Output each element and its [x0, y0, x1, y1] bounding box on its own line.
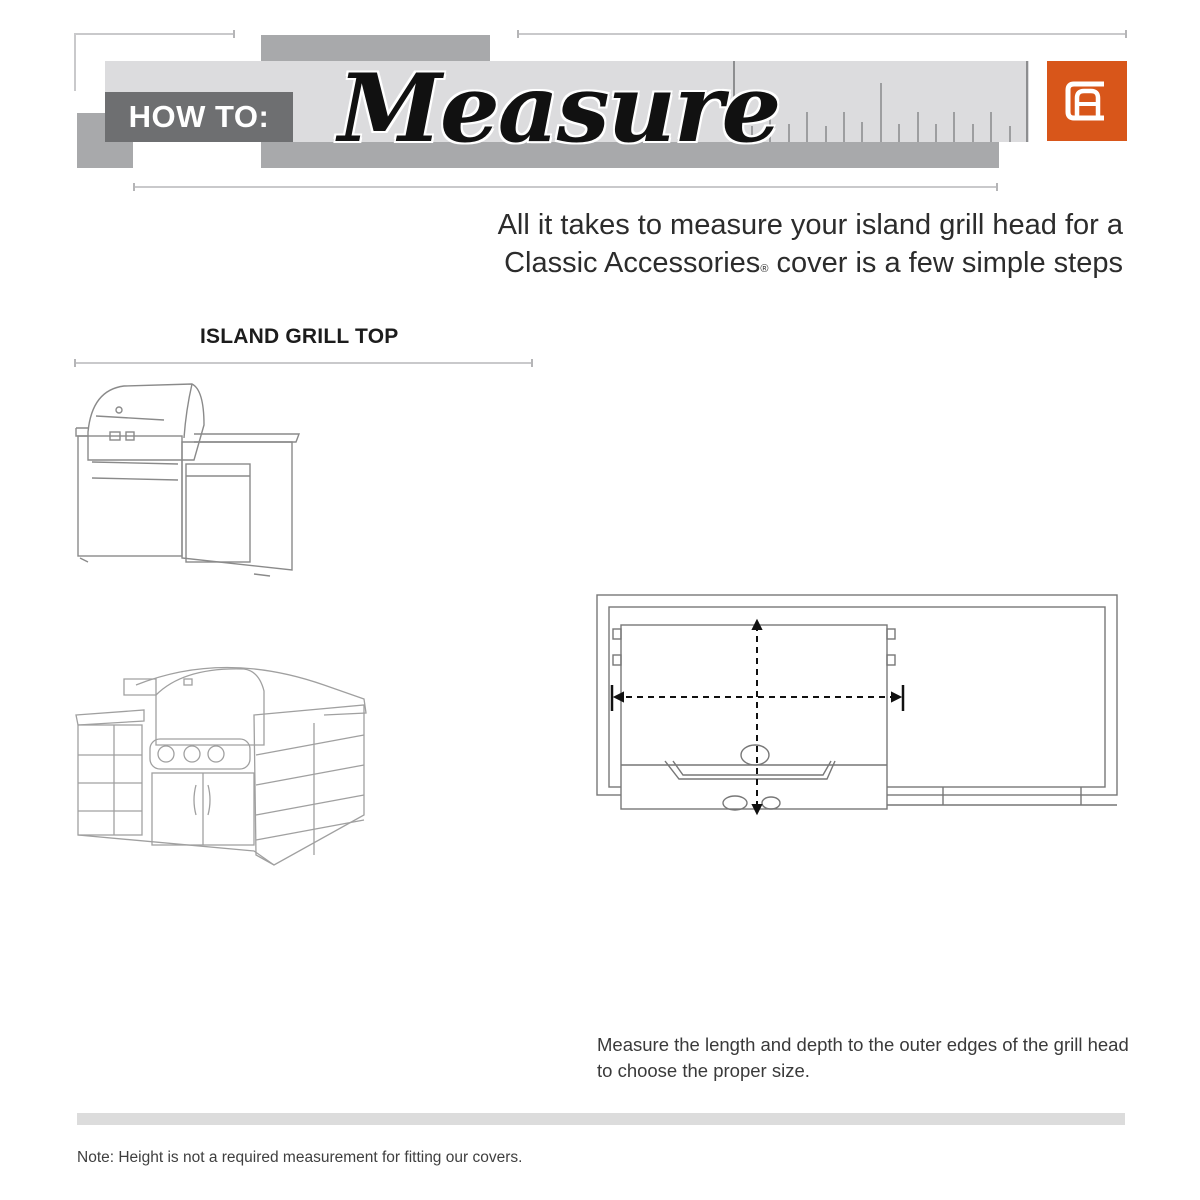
- section-divider: [74, 362, 532, 364]
- how-to-badge: HOW TO:: [105, 92, 293, 142]
- decorative-tick: [233, 30, 235, 38]
- intro-text: [498, 206, 1123, 282]
- footer-divider: [77, 1113, 1125, 1125]
- island-grill-with-side-cabinet-illustration: [74, 380, 304, 585]
- decorative-tick: [996, 183, 998, 191]
- grill-head-top-view-measurement-diagram: [595, 593, 1125, 818]
- decorative-line: [517, 33, 1127, 35]
- decorative-tick: [133, 183, 135, 191]
- decorative-tick: [517, 30, 519, 38]
- page-title: Measure: [338, 54, 780, 164]
- intro-line-2: Classic Accessories® cover is a few simple steps: [504, 247, 1123, 279]
- intro-line-1: All it takes to measure your island grill head for a: [497, 209, 1123, 241]
- decorative-tick: [1125, 30, 1127, 38]
- section-title: ISLAND GRILL TOP: [200, 325, 399, 348]
- measurement-instruction: Measure the length and depth to the outer edges of the grill head to choose the proper size.: [597, 1034, 1129, 1081]
- decorative-tick: [74, 359, 76, 367]
- decorative-line: [74, 33, 76, 91]
- decorative-line: [133, 186, 998, 188]
- brand-logo: [1047, 61, 1127, 141]
- classic-accessories-ca-logo-icon: [1064, 78, 1110, 124]
- footnote: Note: Height is not a required measurement for fitting our covers.: [77, 1149, 523, 1166]
- decorative-tick: [531, 359, 533, 367]
- registered-mark: ®: [760, 263, 769, 275]
- stone-island-grill-illustration: [74, 655, 374, 880]
- decorative-line: [74, 33, 234, 35]
